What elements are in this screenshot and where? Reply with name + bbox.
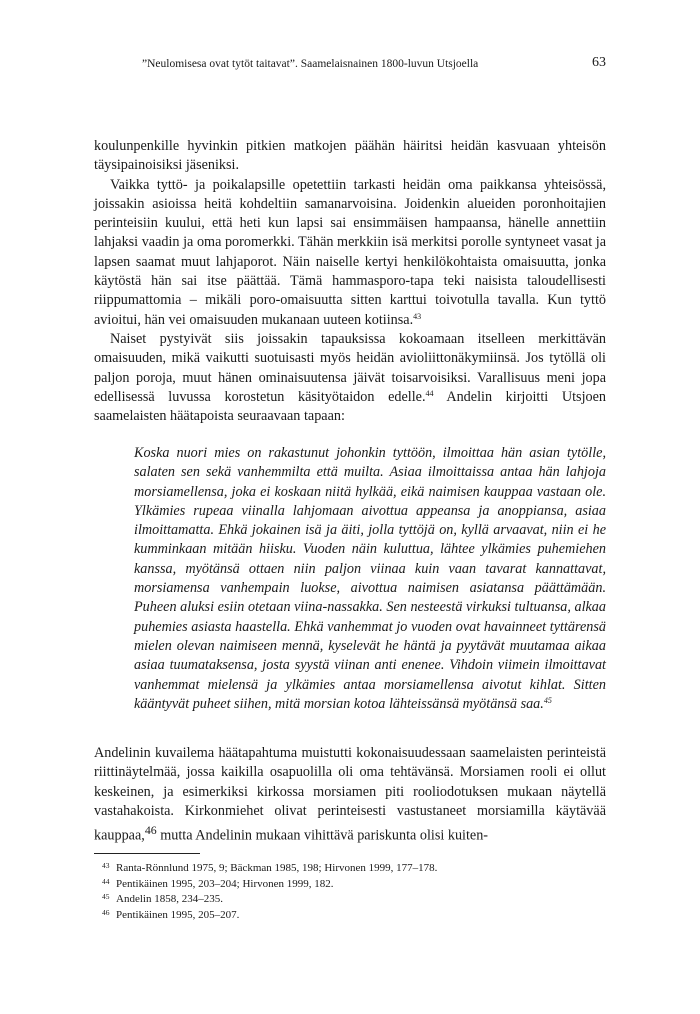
footnote-divider <box>94 853 200 854</box>
footnote-number: 44 <box>102 876 110 886</box>
paragraph-3 <box>94 330 606 426</box>
footnote-number: 46 <box>102 907 110 917</box>
paragraph-2 <box>94 176 606 330</box>
footnote-number: 45 <box>102 892 110 902</box>
footnote-text: Pentikäinen 1995, 203–204; Hirvonen 1999, 182. <box>116 877 334 890</box>
paragraph-4-text-b: mutta Andelinin mukaan vihittävä pariskunta olisi kuiten- <box>156 827 489 844</box>
footnote-44 <box>94 877 606 893</box>
body-text-lower <box>94 744 606 846</box>
footnote-ref-45[interactable]: 45 <box>543 695 552 705</box>
paragraph-4 <box>94 744 606 846</box>
footnote-46 <box>94 908 606 924</box>
quote-paragraph <box>134 444 606 714</box>
footnote-45 <box>94 892 606 908</box>
footnotes <box>94 861 606 923</box>
footnote-ref-46[interactable]: 46 <box>144 823 157 838</box>
running-title: ”Neulomisesa ovat tytöt taitavat”. Saamelaisnainen 1800-luvun Utsjoella <box>142 58 479 70</box>
paragraph-4-text-a: Andelinin kuvailema häätapahtuma muistutti kokonaisuudessaan saamelaisten perinteistä riittinäytelmää, jossa kaikilla osapuolilla oli oma tehtävänsä. Morsiamen rooli ei ollut keskeinen, ja esimerkiksi kirkossa morsiamen piti rooliodotuksen mukaan näytellä vastahakoista. Kirkonmiehet olivat perinteisesti vastustaneet morsiamilla käytävää kauppaa, <box>94 745 606 844</box>
paragraph-2-text: Vaikka tyttö- ja poikalapsille opetettiin tarkasti heidän oma paikkansa yhteisössä, joissakin asioissa heitä kohdeltiin samanarvoisina. Joidenkin alueiden poronhoitajien perinteisiin kuului, että heti kun lapsi sai ensimmäisen hampaansa, hänelle annettiin lahjaksi vaadin ja oma poromerkki. Tähän merkkiin isä merkitsi porolle syntyneet vasat ja lapsen saamat muut lahjaporot. Näin naiselle kertyi henkilökohtaista omaisuutta, jonka käytöstä hän sai itse päättää. Tämä hammasporo-tapa teki naisista taloudellisesti riippumattomia – mikäli poro-omaisuutta sitten karttui toivotulla tavalla. Kun tyttö avioitui, hän vei omaisuuden mukanaan uuteen kotiinsa. <box>94 176 606 328</box>
page-number: 63 <box>592 55 606 70</box>
footnote-ref-43[interactable]: 43 <box>413 311 422 321</box>
footnote-text: Ranta-Rönnlund 1975, 9; Bäckman 1985, 198; Hirvonen 1999, 177–178. <box>116 862 438 874</box>
block-quote <box>134 444 606 714</box>
footnote-ref-44[interactable]: 44 <box>425 388 434 398</box>
footnote-number: 43 <box>102 861 110 870</box>
footnote-text: Pentikäinen 1995, 205–207. <box>116 908 240 921</box>
paragraph-1: koulunpenkille hyvinkin pitkien matkojen päähän häiritsi heidän kasvuaan yhteisön täysipainoisiksi jäseniksi. <box>94 138 606 174</box>
paragraph-3-text-a: Naiset pystyivät siis joissakin tapauksissa kokoamaan itselleen merkittävän omaisuuden, mikä vaikutti suotuisasti myös heidän avioliittonäkymiinsä. Jos tytöllä oli paljon poroja, muut hänen ominaisuutensa jäivät toisarvoisiksi. Varallisuus meni jopa edellisessä luvussa korostetun käsityötaidon edelle. <box>94 330 606 405</box>
footnote-43 <box>94 861 606 877</box>
body-text-upper <box>94 137 606 426</box>
quote-text: Koska nuori mies on rakastunut johonkin tyttöön, ilmoittaa hän asian tytölle, salaten sen sekä vanhemmilta että muilta. Asiaa ilmoittaissa antaa hän lahjoja morsiamellensa, joka ei koskaan niitä hylkää, eikä naimisen kauppaa vastaan ole. Ylkämies rupeaa viinalla lahjomaan aivottua appeansa ja anoppiansa, asiaa ilmoittamatta. Ehkä jokainen isä ja äiti, jolla tyttöjä on, kyllä arvaavat, niin ei he kumminkaan mitään hiisku. Vuoden näin kuluttua, lähtee ylkämies puhemiehen kanssa, myötänsä ottaen niin paljon viinaa kuin vaan tavarat kannattavat, morsiamensa vanhempain luokse, aivottua naimisen asiatansa päättämään. Puheen aluksi esiin otetaan viina-nassakka. Sen nesteestä virkuksi tultuansa, alkaa puhemies asiasta haastella. Ehkä vanhemmat jo vuoden ovat havainneet tyttärensä mielen olevan naimiseen mennä, kyselevät he häntä ja pyytävät muutamaa aikaa asiaa tuumataksensa, josta syystä viinan anti enenee. Vihdoin viimein ilmoittavat vanhemmat mielensä ja ylkämies antaa morsiamellensa aivotut kihlat. Sitten kääntyvät puheet siihen, mitä morsian kotoa lähteissänsä myötänsä saa. <box>134 445 606 712</box>
footnote-text: Andelin 1858, 234–235. <box>116 893 223 906</box>
paragraph-3-text-b: Andelin kirjoitti Utsjoen saamelaisten häätapoista seuraavaan tapaan: <box>94 388 606 425</box>
